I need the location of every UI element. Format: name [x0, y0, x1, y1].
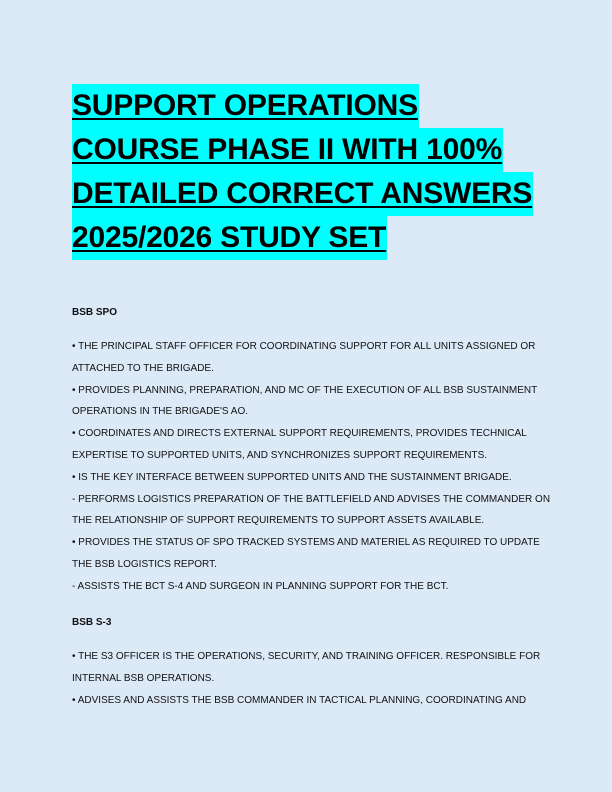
body-line: • PROVIDES PLANNING, PREPARATION, AND MC OF THE EXECUTION OF ALL BSB SUSTAINMENT: [72, 384, 538, 396]
body-line: ATTACHED TO THE BRIGADE.: [72, 362, 214, 374]
body-line: • THE PRINCIPAL STAFF OFFICER FOR COORDINATING SUPPORT FOR ALL UNITS ASSIGNED OR: [72, 341, 536, 352]
section-body-bsb-s3: [72, 646, 552, 711]
body-line: • THE S3 OFFICER IS THE OPERATIONS, SECURITY, AND TRAINING OFFICER. RESPONSIBLE FOR: [72, 651, 541, 662]
body-line: • IS THE KEY INTERFACE BETWEEN SUPPORTED UNITS AND THE SUSTAINMENT BRIGADE.: [72, 471, 512, 483]
title-line-1: SUPPORT OPERATIONS: [72, 84, 419, 128]
body-line: INTERNAL BSB OPERATIONS.: [72, 672, 215, 684]
body-line: • COORDINATES AND DIRECTS EXTERNAL SUPPORT REQUIREMENTS, PROVIDES TECHNICAL: [72, 428, 527, 440]
body-line: THE BSB LOGISTICS REPORT.: [72, 558, 217, 570]
body-line: OPERATIONS IN THE BRIGADE'S AO.: [72, 406, 249, 418]
body-line: EXPERTISE TO SUPPORTED UNITS, AND SYNCHRONIZES SUPPORT REQUIREMENTS.: [72, 449, 488, 461]
section-body-bsb-spo: [72, 336, 552, 598]
title-line-4: 2025/2026 STUDY SET: [72, 216, 387, 260]
title-line-3: DETAILED CORRECT ANSWERS: [72, 172, 533, 216]
body-line: THE RELATIONSHIP OF SUPPORT REQUIREMENTS TO SUPPORT ASSETS AVAILABLE.: [72, 515, 485, 527]
body-line: - ASSISTS THE BCT S-4 AND SURGEON IN PLANNING SUPPORT FOR THE BCT.: [72, 580, 449, 592]
section-heading-bsb-s3: BSB S-3: [72, 617, 112, 628]
section-heading-bsb-spo: BSB SPO: [72, 307, 118, 318]
document-title: [72, 84, 542, 260]
body-line: - PERFORMS LOGISTICS PREPARATION OF THE BATTLEFIELD AND ADVISES THE COMMANDER ON: [72, 493, 551, 505]
body-line: • ADVISES AND ASSISTS THE BSB COMMANDER IN TACTICAL PLANNING, COORDINATING AND: [72, 694, 527, 706]
title-line-2: COURSE PHASE II WITH 100%: [72, 128, 503, 172]
body-line: • PROVIDES THE STATUS OF SPO TRACKED SYSTEMS AND MATERIEL AS REQUIRED TO UPDATE: [72, 537, 540, 549]
